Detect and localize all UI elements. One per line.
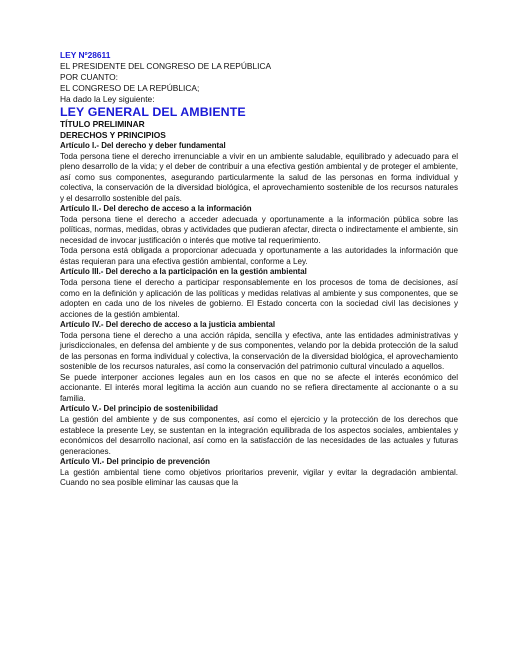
article-paragraph: Toda persona está obligada a proporcionar adecuada y oportunamente a las autoridades la información que éstas requieran para una efectiva gestión ambiental, conforme a Ley. bbox=[60, 246, 458, 266]
article-1 bbox=[60, 141, 458, 204]
article-heading: Artículo IV.- Del derecho de acceso a la justicia ambiental bbox=[60, 320, 276, 330]
article-4 bbox=[60, 320, 458, 404]
article-paragraph: Se puede interponer acciones legales aun en los casos en que no se afecte el interés económico del accionante. El interés moral legitima la acción aun cuando no se refiera directamente al accionante o a su familia. bbox=[60, 372, 458, 403]
law-title: LEY GENERAL DEL AMBIENTE bbox=[60, 105, 246, 119]
article-paragraph: Toda persona tiene el derecho irrenunciable a vivir en un ambiente saludable, equilibrado y adecuado para el pleno desarrollo de la vida; y el deber de contribuir a una efectiva gestión ambiental y de proteger el ambiente, así como sus componentes, asegurando particularmente la salud de las personas en forma individual y colectiva, la conservación de la diversidad biológica, el aprovechamiento sostenible de los recursos naturales y el desarrollo sostenible del país. bbox=[60, 151, 458, 203]
article-heading: Artículo VI.- Del principio de prevención bbox=[60, 457, 210, 467]
article-2 bbox=[60, 204, 458, 267]
article-paragraph: Toda persona tiene el derecho a una acción rápida, sencilla y efectiva, ante las entidades administrativas y jurisdiccionales, en defensa del ambiente y de sus componentes, velando por la debida protección de la salud de las personas en forma individual y colectiva, la conservación de la diversidad biológica, el aprovechamiento sostenible de los recursos naturales, así como la conservación del patrimonio cultural vinculado a aquellos. bbox=[60, 330, 458, 372]
preamble-line: POR CUANTO: bbox=[60, 72, 119, 82]
preamble-line: Ha dado la Ley siguiente: bbox=[60, 94, 155, 104]
preamble-line: EL CONGRESO DE LA REPÚBLICA; bbox=[60, 83, 200, 93]
article-heading: Artículo I.- Del derecho y deber fundamental bbox=[60, 141, 226, 150]
article-heading: Artículo II.- Del derecho de acceso a la información bbox=[60, 204, 252, 214]
section-title: TÍTULO PRELIMINAR bbox=[60, 119, 145, 129]
article-paragraph: La gestión del ambiente y de sus componentes, así como el ejercicio y la protección de los derechos que establece la presente Ley, se sustentan en la integración equilibrada de los aspectos sociales, ambientales y económicos del desarrollo nacional, así como en la satisfacción de las necesidades de las actuales y futuras generaciones. bbox=[60, 414, 458, 456]
preamble-line: EL PRESIDENTE DEL CONGRESO DE LA REPÚBLICA bbox=[60, 61, 272, 71]
article-heading: Artículo III.- Del derecho a la participación en la gestión ambiental bbox=[60, 267, 307, 277]
law-number: LEY Nº28611 bbox=[60, 50, 111, 60]
article-6 bbox=[60, 457, 458, 489]
article-paragraph: Toda persona tiene el derecho a acceder adecuada y oportunamente a la información pública sobre las políticas, normas, medidas, obras y actividades que pudieran afectar, directa o indirectamente el ambiente, sin necesidad de invocar justificación o interés que motive tal requerimiento. bbox=[60, 214, 458, 245]
section-subtitle: DERECHOS Y PRINCIPIOS bbox=[60, 130, 166, 140]
article-5 bbox=[60, 404, 458, 457]
article-paragraph: La gestión ambiental tiene como objetivos prioritarios prevenir, vigilar y evitar la degradación ambiental. Cuando no sea posible eliminar las causas que la bbox=[60, 467, 458, 488]
article-paragraph: Toda persona tiene el derecho a participar responsablemente en los procesos de toma de decisiones, así como en la definición y aplicación de las políticas y medidas relativas al ambiente y sus componentes, que se adopten en cada uno de los niveles de gobierno. El Estado concerta con la sociedad civil las decisiones y acciones de la gestión ambiental. bbox=[60, 277, 458, 319]
article-3 bbox=[60, 267, 458, 320]
article-heading: Artículo V.- Del principio de sostenibilidad bbox=[60, 404, 218, 414]
